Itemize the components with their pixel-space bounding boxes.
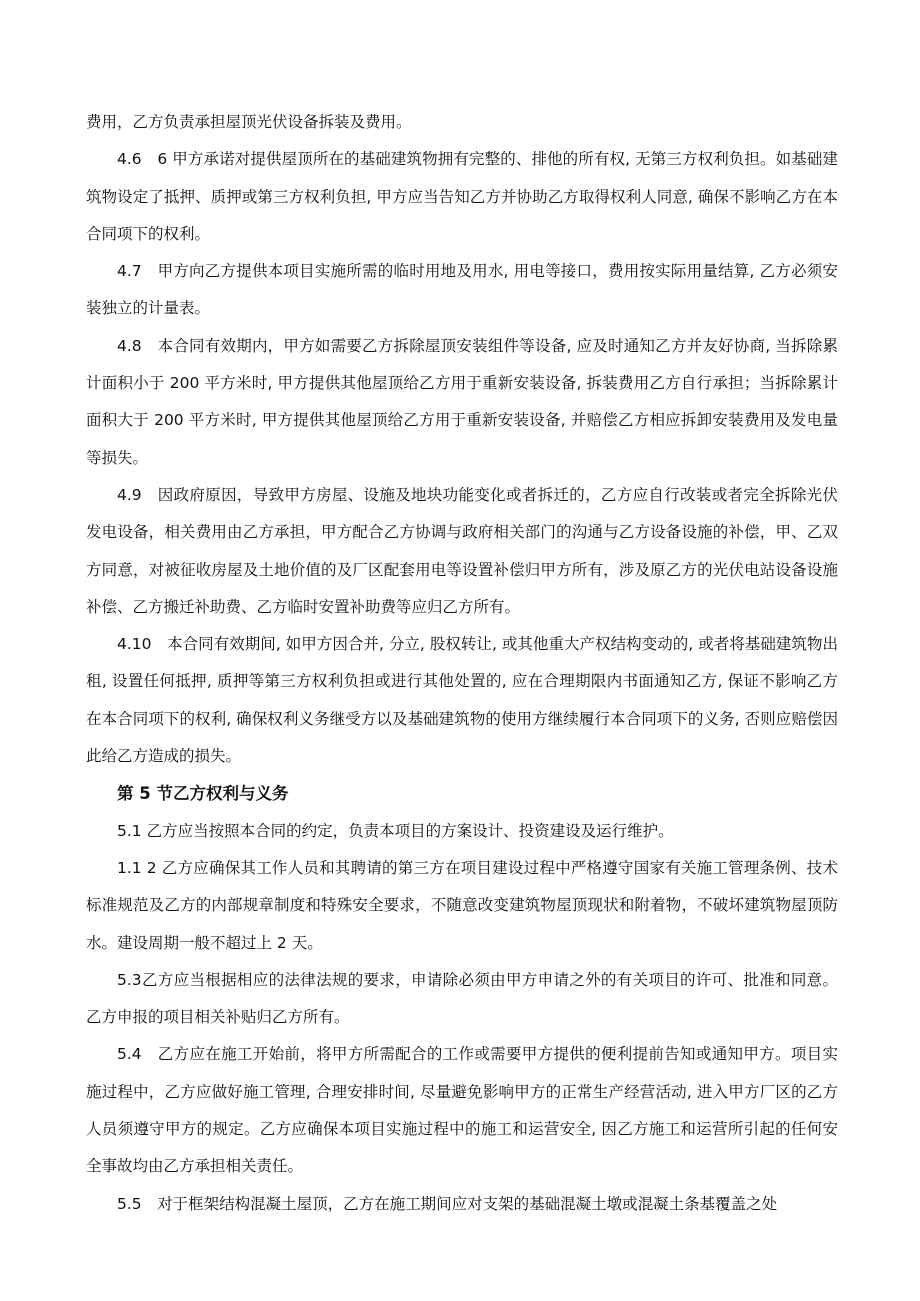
paragraph-5-1: 5.1 乙方应当按照本合同的约定，负责本项目的方案设计、投资建设及运行维护。 xyxy=(117,821,674,840)
paragraph-4-10: 4.10 本合同有效期间, 如甲方因合并, 分立, 股权转让, 或其他重大产权结构变动的, 或者将基础建筑物出租, 设置任何抵押, 质押等第三方权利负担或进行其他处置的, 应在合理期限内书面通知乙方, 保证不影响乙方在本合同项下的权利, 确保权利义务继受方以及基础建筑物的使用方继续履行本合同项下的义务, 否则应赔偿因此给乙方造成的损失。 xyxy=(86,635,838,766)
clause-list-section-5 xyxy=(86,813,838,1223)
paragraph-5-3: 5.3乙方应当根据相应的法律法规的要求，申请除必须由甲方申请之外的有关项目的许可、批准和同意。乙方申报的项目相关补贴归乙方所有。 xyxy=(86,970,838,1027)
paragraph-5-2: 1.1 2 乙方应确保其工作人员和其聘请的第三方在项目建设过程中严格遵守国家有关施工管理条例、技术标准规范及乙方的内部规章制度和特殊安全要求，不随意改变建筑物屋顶现状和附着物，不破坏建筑物屋顶防水。建设周期一般不超过上 2 天。 xyxy=(86,858,838,952)
paragraph-5-5: 5.5 对于框架结构混凝土屋顶，乙方在施工期间应对支架的基础混凝土墩或混凝土条基覆盖之处 xyxy=(117,1194,778,1213)
paragraph-4-5-continuation: 费用，乙方负责承担屋顶光伏设备拆装及费用。 xyxy=(86,113,412,131)
paragraph-4-8: 4.8 本合同有效期内，甲方如需要乙方拆除屋顶安装组件等设备, 应及时通知乙方并友好协商, 当拆除累计面积小于 200 平方米时, 甲方提供其他屋顶给乙方用于重新安装设备, 拆装费用乙方自行承担；当拆除累计面积大于 200 平方米时, 甲方提供其他屋顶给乙方用于重新安装设备, 并赔偿乙方相应拆卸安装费用及发电量等损失。 xyxy=(86,336,838,467)
paragraph-4-7: 4.7 甲方向乙方提供本项目实施所需的临时用地及用水, 用电等接口，费用按实际用量结算, 乙方必须安装独立的计量表。 xyxy=(86,262,838,318)
clause-list-section-4 xyxy=(86,104,838,775)
paragraph-5-4: 5.4 乙方应在施工开始前，将甲方所需配合的工作或需要甲方提供的便利提前告知或通知甲方。项目实施过程中，乙方应做好施工管理, 合理安排时间, 尽量避免影响甲方的正常生产经营活动, 进入甲方厂区的乙方人员须遵守甲方的规定。乙方应确保本项目实施过程中的施工和运营安全, 因乙方施工和运营所引起的任何安全事故均由乙方承担相关责任。 xyxy=(86,1045,838,1176)
paragraph-4-9: 4.9 因政府原因，导致甲方房屋、设施及地块功能变化或者拆迁的，乙方应自行改装或者完全拆除光伏发电设备，相关费用由乙方承担，甲方配合乙方协调与政府相关部门的沟通与乙方设备设施的补偿，甲、乙双方同意，对被征收房屋及土地价值的及厂区配套用电等设置补偿归甲方所有，涉及原乙方的光伏电站设备设施补偿、乙方搬迁补助费、乙方临时安置补助费等应归乙方所有。 xyxy=(86,485,838,616)
paragraph-4-6: 4.6 6 甲方承诺对提供屋顶所在的基础建筑物拥有完整的、排他的所有权, 无第三方权利负担。如基础建筑物设定了抵押、质押或第三方权利负担, 甲方应当告知乙方并协助乙方取得权利人同意, 确保不影响乙方在本合同项下的权利。 xyxy=(86,150,838,243)
section-5-heading: 第 5 节乙方权利与义务 xyxy=(117,784,289,804)
